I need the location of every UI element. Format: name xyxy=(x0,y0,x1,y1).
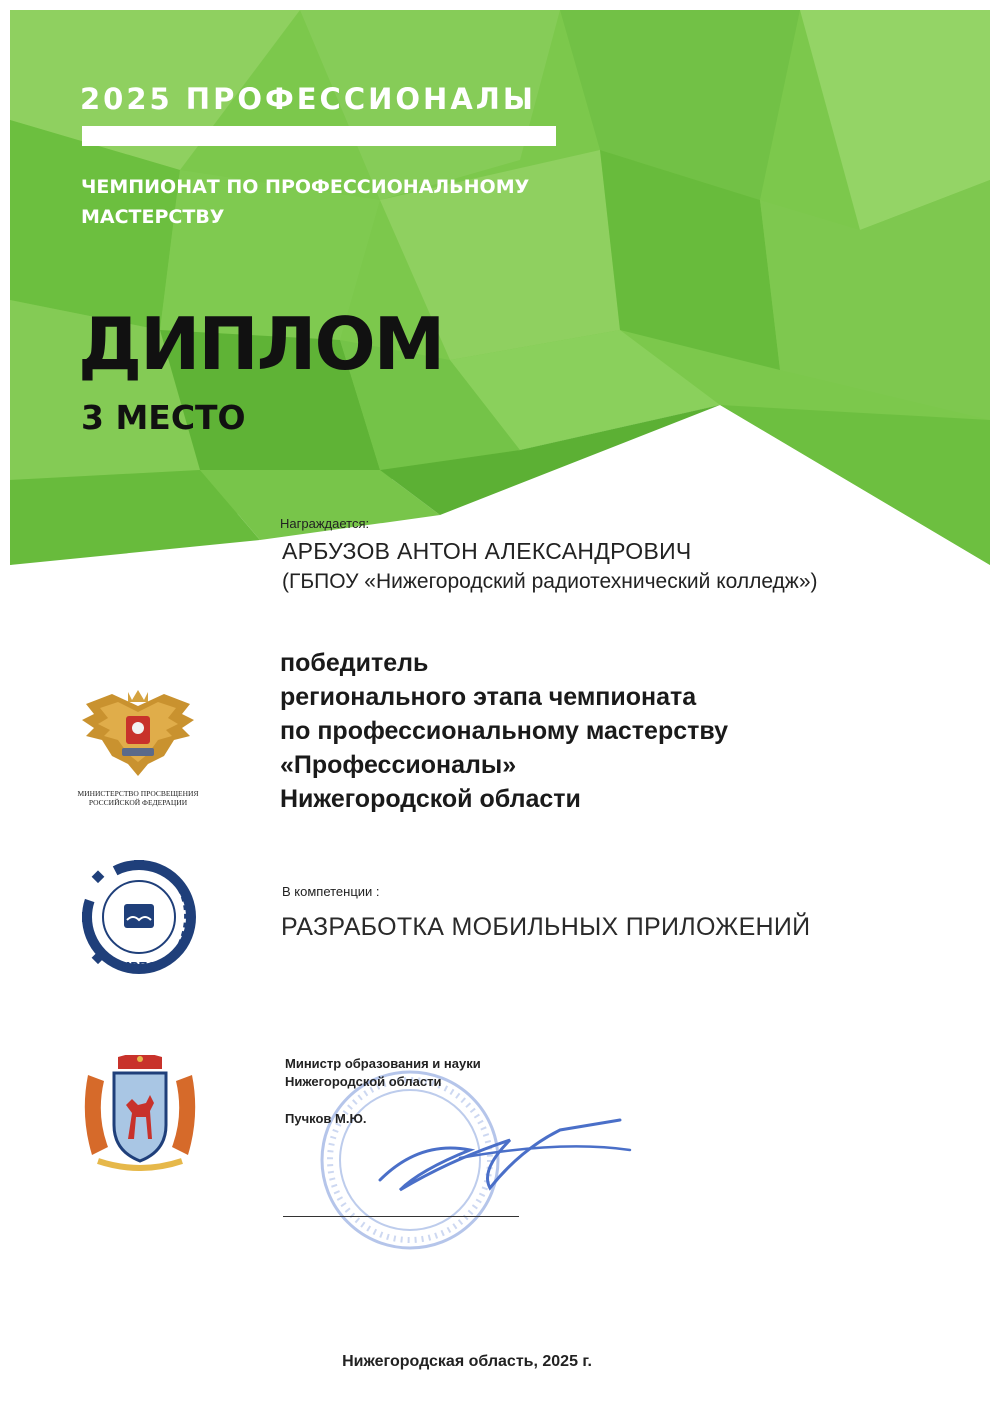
deer-coat-of-arms-icon xyxy=(78,1055,202,1171)
irpo-emblem-icon xyxy=(80,858,198,976)
championship-subtitle xyxy=(81,172,601,232)
recipient-name: АРБУЗОВ АНТОН АЛЕКСАНДРОВИЧ xyxy=(282,538,692,564)
handwritten-signature xyxy=(360,1110,640,1210)
ministry-emblem-logo xyxy=(72,686,204,807)
achievement-line: Нижегородской области xyxy=(280,785,581,813)
double-headed-eagle-icon xyxy=(72,686,204,782)
signatory-title-line: Министр образования и науки xyxy=(285,1056,481,1071)
competency-label: В компетенции : xyxy=(282,884,380,899)
ministry-caption-line: РОССИЙСКОЙ ФЕДЕРАЦИИ xyxy=(88,798,188,807)
achievement-line: по профессиональному мастерству xyxy=(280,717,729,745)
achievement-text xyxy=(280,646,728,816)
footer-place-year: Нижегородская область, 2025 г. xyxy=(342,1353,592,1370)
achievement-line: регионального этапа чемпионата xyxy=(280,683,697,711)
signatory-title xyxy=(285,1055,481,1091)
ministry-caption-line: МИНИСТЕРСТВО ПРОСВЕЩЕНИЯ xyxy=(77,789,199,798)
nizhny-novgorod-coat-of-arms xyxy=(78,1055,202,1176)
diploma-title: ДИПЛОМ xyxy=(78,302,444,386)
achievement-line: победитель xyxy=(280,649,429,677)
championship-line: ЧЕМПИОНАТ ПО ПРОФЕССИОНАЛЬНОМУ xyxy=(81,176,530,198)
signatory-name: Пучков М.Ю. xyxy=(285,1111,367,1126)
diploma-place: 3 МЕСТО xyxy=(81,398,246,437)
awarded-label: Награждается: xyxy=(280,516,370,531)
irpo-label: ИРПО xyxy=(121,960,157,973)
competency-value: РАЗРАБОТКА МОБИЛЬНЫХ ПРИЛОЖЕНИЙ xyxy=(281,913,811,941)
achievement-line: «Профессионалы» xyxy=(280,751,517,779)
irpo-logo xyxy=(80,858,198,981)
recipient-organization: (ГБПОУ «Нижегородский радиотехнический колледж») xyxy=(282,570,818,593)
brand-underline-bar xyxy=(82,126,556,146)
signature-line xyxy=(283,1216,519,1217)
signatory-title-line: Нижегородской области xyxy=(285,1074,442,1089)
championship-line: МАСТЕРСТВУ xyxy=(81,206,225,228)
brand-year-title: 2025 ПРОФЕССИОНАЛЫ xyxy=(80,82,536,116)
